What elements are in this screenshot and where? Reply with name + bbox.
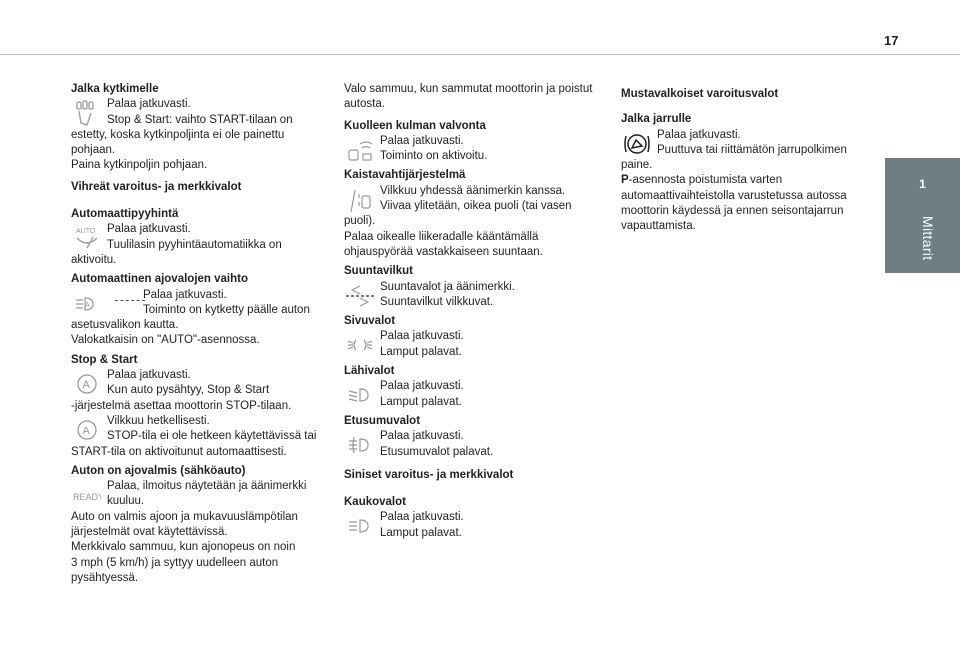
entry-clutch xyxy=(71,82,333,174)
entry-title: Sivuvalot xyxy=(344,315,396,328)
entry-title: Auton on ajovalmis (sähköauto) xyxy=(71,464,246,477)
entry-lane-assist xyxy=(344,168,606,260)
chapter-number: 1 xyxy=(919,177,926,191)
text: Lamput palavat. xyxy=(380,345,462,358)
entry-wiper xyxy=(71,207,333,268)
text: Kun auto pysähtyy, Stop & Start xyxy=(107,384,270,397)
text: STOP-tila ei ole hetkeen käytettävissä tai xyxy=(107,430,317,443)
text: pohjaan. xyxy=(71,144,116,157)
section-heading-bw: Mustavalkoiset varoitusvalot xyxy=(621,88,779,100)
entry-title: Automaattinen ajovalojen vaihto xyxy=(71,273,248,286)
entry-front-fog xyxy=(344,414,606,460)
text: Merkkivalo sammuu, kun ajonopeus on noin xyxy=(71,541,296,554)
svg-text:A: A xyxy=(85,301,90,309)
svg-text:A: A xyxy=(82,379,90,392)
chapter-label: Mittarit xyxy=(920,216,936,261)
text: START-tila on aktivoitunut automaattisesti. xyxy=(71,445,287,458)
entry-title: Jalka kytkimelle xyxy=(71,83,159,95)
text: vapauttamista. xyxy=(621,220,696,233)
svg-text:READY: READY xyxy=(73,492,101,503)
entry-title: Kuolleen kulman valvonta xyxy=(344,119,486,132)
entry-brake-foot xyxy=(621,112,883,234)
header-rule xyxy=(0,54,960,55)
entry-blind-spot xyxy=(344,119,606,165)
entry-title: Kaukovalot xyxy=(344,496,406,509)
text: Valokatkaisin on "AUTO"-asennossa. xyxy=(71,334,260,347)
text: Lamput palavat. xyxy=(380,526,462,539)
text: Palaa jatkuvasti. xyxy=(107,369,191,382)
text: Auto on valmis ajoon ja mukavuuslämpötilan xyxy=(71,510,298,523)
text: Suuntavalot ja äänimerkki. xyxy=(380,280,515,293)
gear-letter: P xyxy=(621,174,629,187)
entry-title: Etusumuvalot xyxy=(344,414,421,427)
text: Vilkkuu hetkellisesti. xyxy=(107,414,210,427)
text: Palaa jatkuvasti. xyxy=(380,430,464,443)
text: Tuulilasin pyyhintäautomatiikka on xyxy=(107,238,282,251)
text: pysähtyessä. xyxy=(71,571,139,584)
text: automaattivaihteistolla varustetussa autossa xyxy=(621,189,847,202)
text: Valo sammuu, kun sammutat moottorin ja poistut xyxy=(344,83,593,95)
text: Viivaa ylitetään, oikea puoli (tai vasen xyxy=(380,200,572,213)
text: paine. xyxy=(621,159,653,172)
text: Palaa jatkuvasti. xyxy=(107,98,191,111)
entry-dipped-beam xyxy=(344,364,606,410)
section-heading-green: Vihreät varoitus- ja merkkivalot xyxy=(71,180,242,193)
text: -järjestelmä asettaa moottorin STOP-tilaan. xyxy=(71,399,292,412)
entry-stop-start xyxy=(71,353,333,460)
text: Toiminto on kytketty päälle auton xyxy=(143,303,310,316)
text: Etusumuvalot palavat. xyxy=(380,445,494,458)
text: Puuttuva tai riittämätön jarrupolkimen xyxy=(657,143,847,156)
entry-title: Jalka jarrulle xyxy=(621,113,692,126)
text: Lamput palavat. xyxy=(380,395,462,408)
entry-main-beam xyxy=(344,495,606,541)
text: Palaa jatkuvasti. xyxy=(380,134,464,147)
entry-title: Automaattipyyhintä xyxy=(71,208,179,221)
text: Palaa jatkuvasti. xyxy=(380,511,464,524)
text: järjestelmät ovat käytettävissä. xyxy=(71,526,228,539)
text: puoli). xyxy=(344,215,376,228)
text: Palaa oikealle liikeradalle kääntämällä xyxy=(344,230,539,243)
entry-side-lights xyxy=(344,314,606,360)
text: moottorin käydessä ja ennen seisontajarrun xyxy=(621,205,844,218)
text: Paina kytkinpoljin pohjaan. xyxy=(71,159,208,172)
chapter-tab[interactable] xyxy=(885,158,960,273)
text: Vilkkuu yhdessä äänimerkin kanssa. xyxy=(380,184,566,197)
entry-ready xyxy=(71,464,333,586)
entry-title: Kaistavahtijärjestelmä xyxy=(344,169,466,182)
entry-title: Suuntavilkut xyxy=(344,265,414,278)
text: kuuluu. xyxy=(107,495,145,508)
text: Toiminto on aktivoitu. xyxy=(380,150,488,163)
text: Suuntavilkut vilkkuvat. xyxy=(380,295,494,308)
text: Palaa jatkuvasti. xyxy=(657,128,741,141)
column-1 xyxy=(71,82,333,590)
column-3 xyxy=(621,87,883,239)
text: Palaa jatkuvasti. xyxy=(380,380,464,393)
text: ohjauspyörää vastakkaiseen suuntaan. xyxy=(344,245,543,258)
entry-auto-headlamp xyxy=(71,272,333,348)
text: 3 mph (5 km/h) ja syttyy uudelleen auton xyxy=(71,556,279,569)
text: Stop & Start: vaihto START-tilaan on xyxy=(107,113,293,126)
text: -asennosta poistumista varten xyxy=(628,174,783,187)
entry-title: Stop & Start xyxy=(71,353,138,366)
text: aktivoitu. xyxy=(71,253,117,266)
entry-indicators xyxy=(344,264,606,310)
svg-text:A: A xyxy=(82,424,90,437)
text: autosta. xyxy=(344,98,385,111)
section-heading-blue: Siniset varoitus- ja merkkivalot xyxy=(344,468,514,481)
column-2 xyxy=(344,82,606,545)
text: Palaa, ilmoitus näytetään ja äänimerkki xyxy=(107,480,307,493)
text: Palaa jatkuvasti. xyxy=(380,330,464,343)
text: estetty, koska kytkinpoljinta ei ole painettu xyxy=(71,128,285,141)
text: Palaa jatkuvasti. xyxy=(143,288,227,301)
text: Palaa jatkuvasti. xyxy=(107,223,191,236)
entry-title: Lähivalot xyxy=(344,365,395,378)
page-number: 17 xyxy=(884,33,899,48)
svg-text:AUTO: AUTO xyxy=(76,228,96,236)
text: asetusvalikon kautta. xyxy=(71,319,179,332)
